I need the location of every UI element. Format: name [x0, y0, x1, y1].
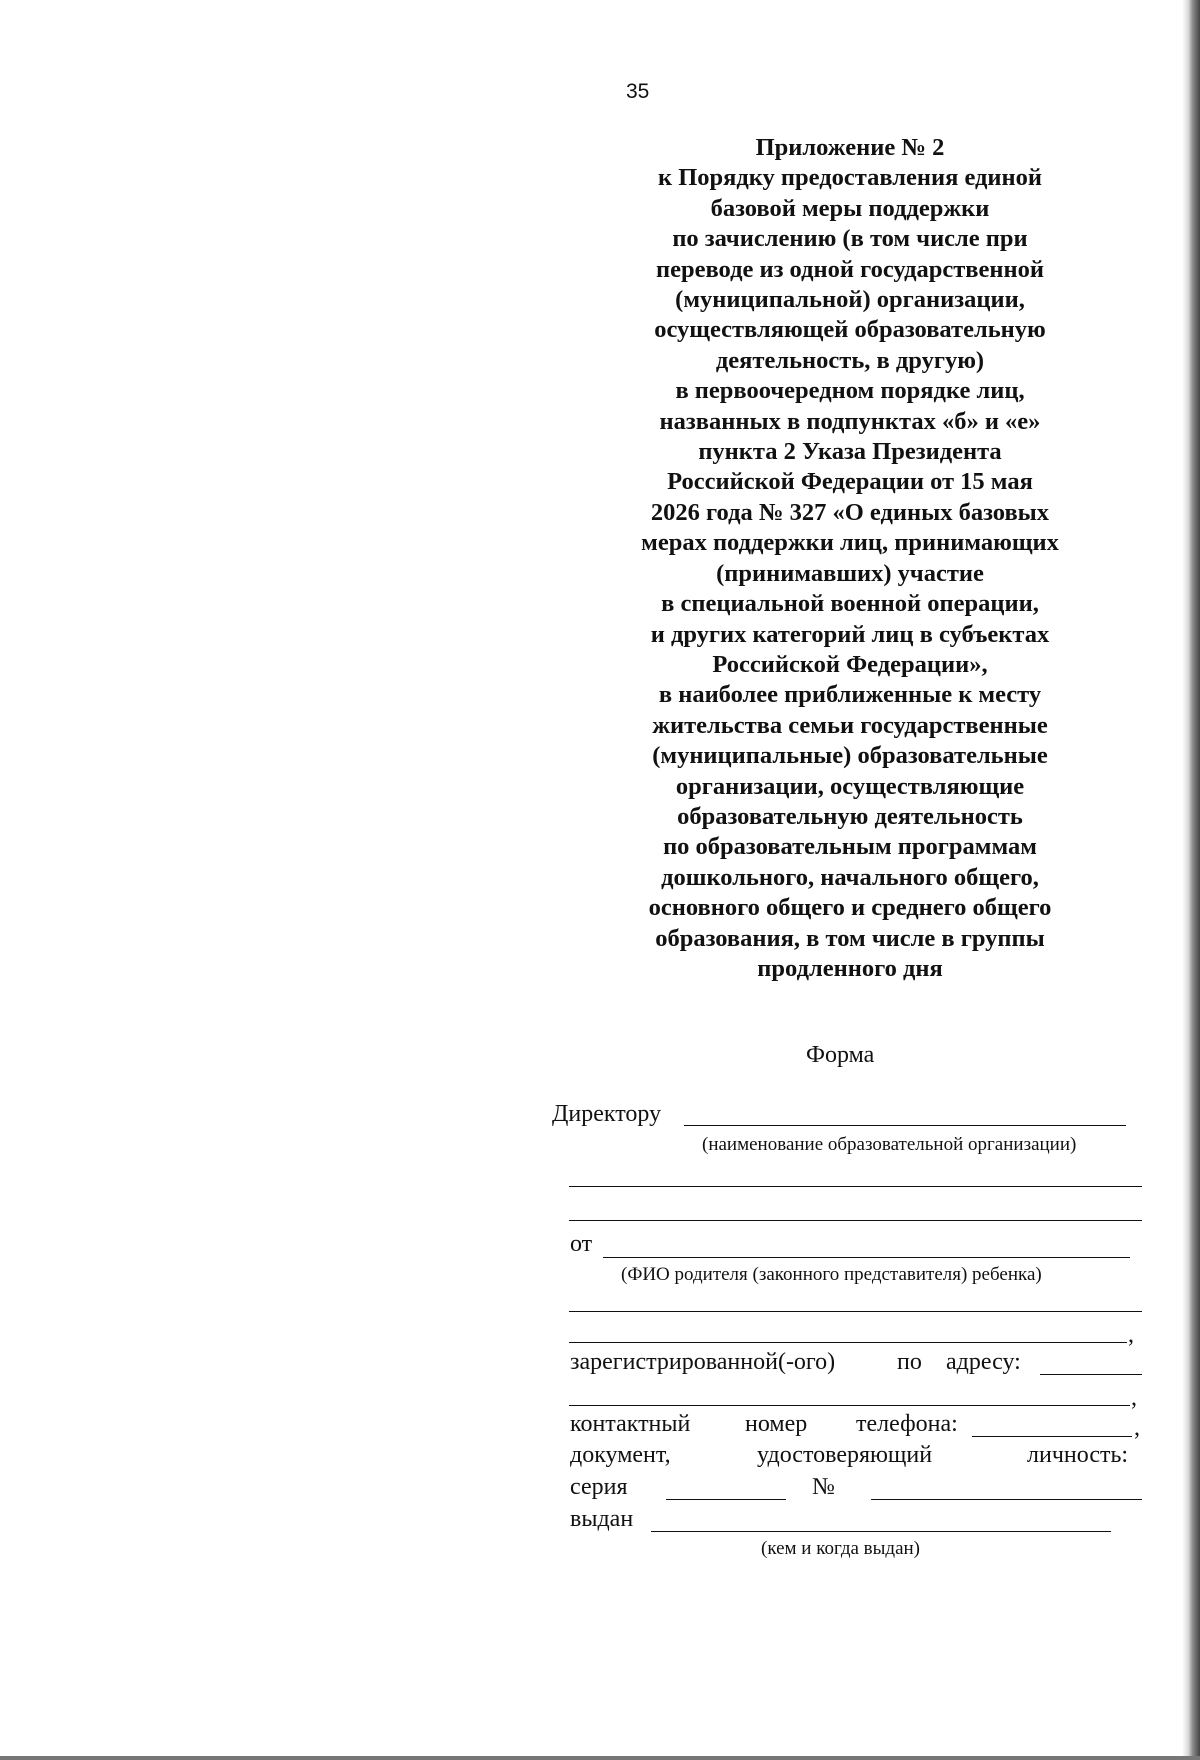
address-field[interactable]	[1040, 1374, 1142, 1375]
header-line: и других категорий лиц в субъектах	[650, 620, 1050, 648]
header-line: осуществляющей образовательную	[654, 316, 1046, 344]
phone-number-word: номер	[745, 1411, 808, 1437]
director-hint: (наименование образовательной организации)	[702, 1134, 1077, 1155]
from-label: от	[570, 1231, 593, 1257]
issued-field[interactable]	[651, 1531, 1111, 1532]
header-line: в наиболее приближенные к месту	[658, 681, 1042, 709]
series-field[interactable]	[666, 1499, 786, 1500]
header-line: (принимавших) участие	[716, 559, 984, 587]
header-line: по образовательным программам	[663, 833, 1037, 861]
org-name-line-2[interactable]	[569, 1186, 1142, 1187]
header-line: в первоочередном порядке лиц,	[675, 377, 1025, 405]
header-line: образования, в том числе в группы	[655, 924, 1045, 952]
comma-2: ,	[1131, 1385, 1137, 1411]
header-line: деятельность, в другую)	[715, 346, 985, 374]
header-line: жительства семьи государственные	[652, 711, 1048, 739]
header-line: мерах поддержки лиц, принимающих	[641, 529, 1059, 557]
issued-hint: (кем и когда выдан)	[761, 1538, 921, 1559]
header-line: к Порядку предоставления единой	[657, 164, 1043, 192]
number-label: №	[812, 1474, 835, 1500]
header-line: образовательную деятельность	[677, 802, 1023, 830]
phone-field[interactable]	[972, 1436, 1132, 1437]
header-line: (муниципальной) организации,	[675, 286, 1025, 314]
registered-address-label: адресу:	[946, 1349, 1021, 1375]
header-line: базовой меры поддержки	[710, 194, 990, 222]
series-label: серия	[570, 1474, 628, 1500]
header-line: пункта 2 Указа Президента	[698, 438, 1002, 466]
parent-name-field[interactable]	[603, 1257, 1130, 1258]
registered-by-label: по	[897, 1349, 922, 1375]
parent-name-line-3[interactable]	[569, 1342, 1127, 1343]
header-line: Российской Федерации от 15 мая	[667, 468, 1033, 496]
header-line: Приложение № 2	[755, 134, 945, 161]
director-label: Директору	[552, 1101, 662, 1127]
document-identity-word: личность:	[1027, 1442, 1129, 1468]
header-line: (муниципальные) образовательные	[652, 742, 1048, 770]
header-line: организации, осуществляющие	[675, 772, 1025, 800]
header-line: названных в подпунктах «б» и «е»	[659, 407, 1041, 435]
header-line: переводе из одной государственной	[655, 255, 1045, 283]
header-line: в специальной военной операции,	[661, 590, 1039, 618]
registered-label: зарегистрированной(-ого)	[570, 1349, 836, 1375]
header-line: Российской Федерации»,	[712, 650, 988, 678]
address-line-2[interactable]	[569, 1405, 1130, 1406]
parent-name-line-2[interactable]	[569, 1311, 1142, 1312]
form-label: Форма	[806, 1042, 875, 1068]
header-line: продленного дня	[757, 954, 943, 982]
phone-word: телефона:	[856, 1411, 958, 1437]
document-certifying-word: удостоверяющий	[757, 1442, 933, 1468]
comma-3: ,	[1134, 1415, 1140, 1441]
header-line: 2026 года № 327 «О единых базовых	[650, 498, 1050, 526]
org-name-line-3[interactable]	[569, 1220, 1142, 1221]
page-number: 35	[626, 80, 650, 103]
header-line: по зачислению (в том числе при	[672, 225, 1028, 253]
phone-label: контактный	[570, 1411, 691, 1437]
issued-label: выдан	[570, 1506, 634, 1532]
number-field[interactable]	[871, 1499, 1142, 1500]
director-field[interactable]	[684, 1125, 1126, 1126]
header-line: основного общего и среднего общего	[648, 894, 1052, 922]
parent-name-hint: (ФИО родителя (законного представителя) ребенка)	[621, 1264, 1042, 1285]
document-label: документ,	[570, 1442, 671, 1468]
comma-1: ,	[1128, 1322, 1134, 1348]
header-line: дошкольного, начального общего,	[661, 863, 1039, 891]
